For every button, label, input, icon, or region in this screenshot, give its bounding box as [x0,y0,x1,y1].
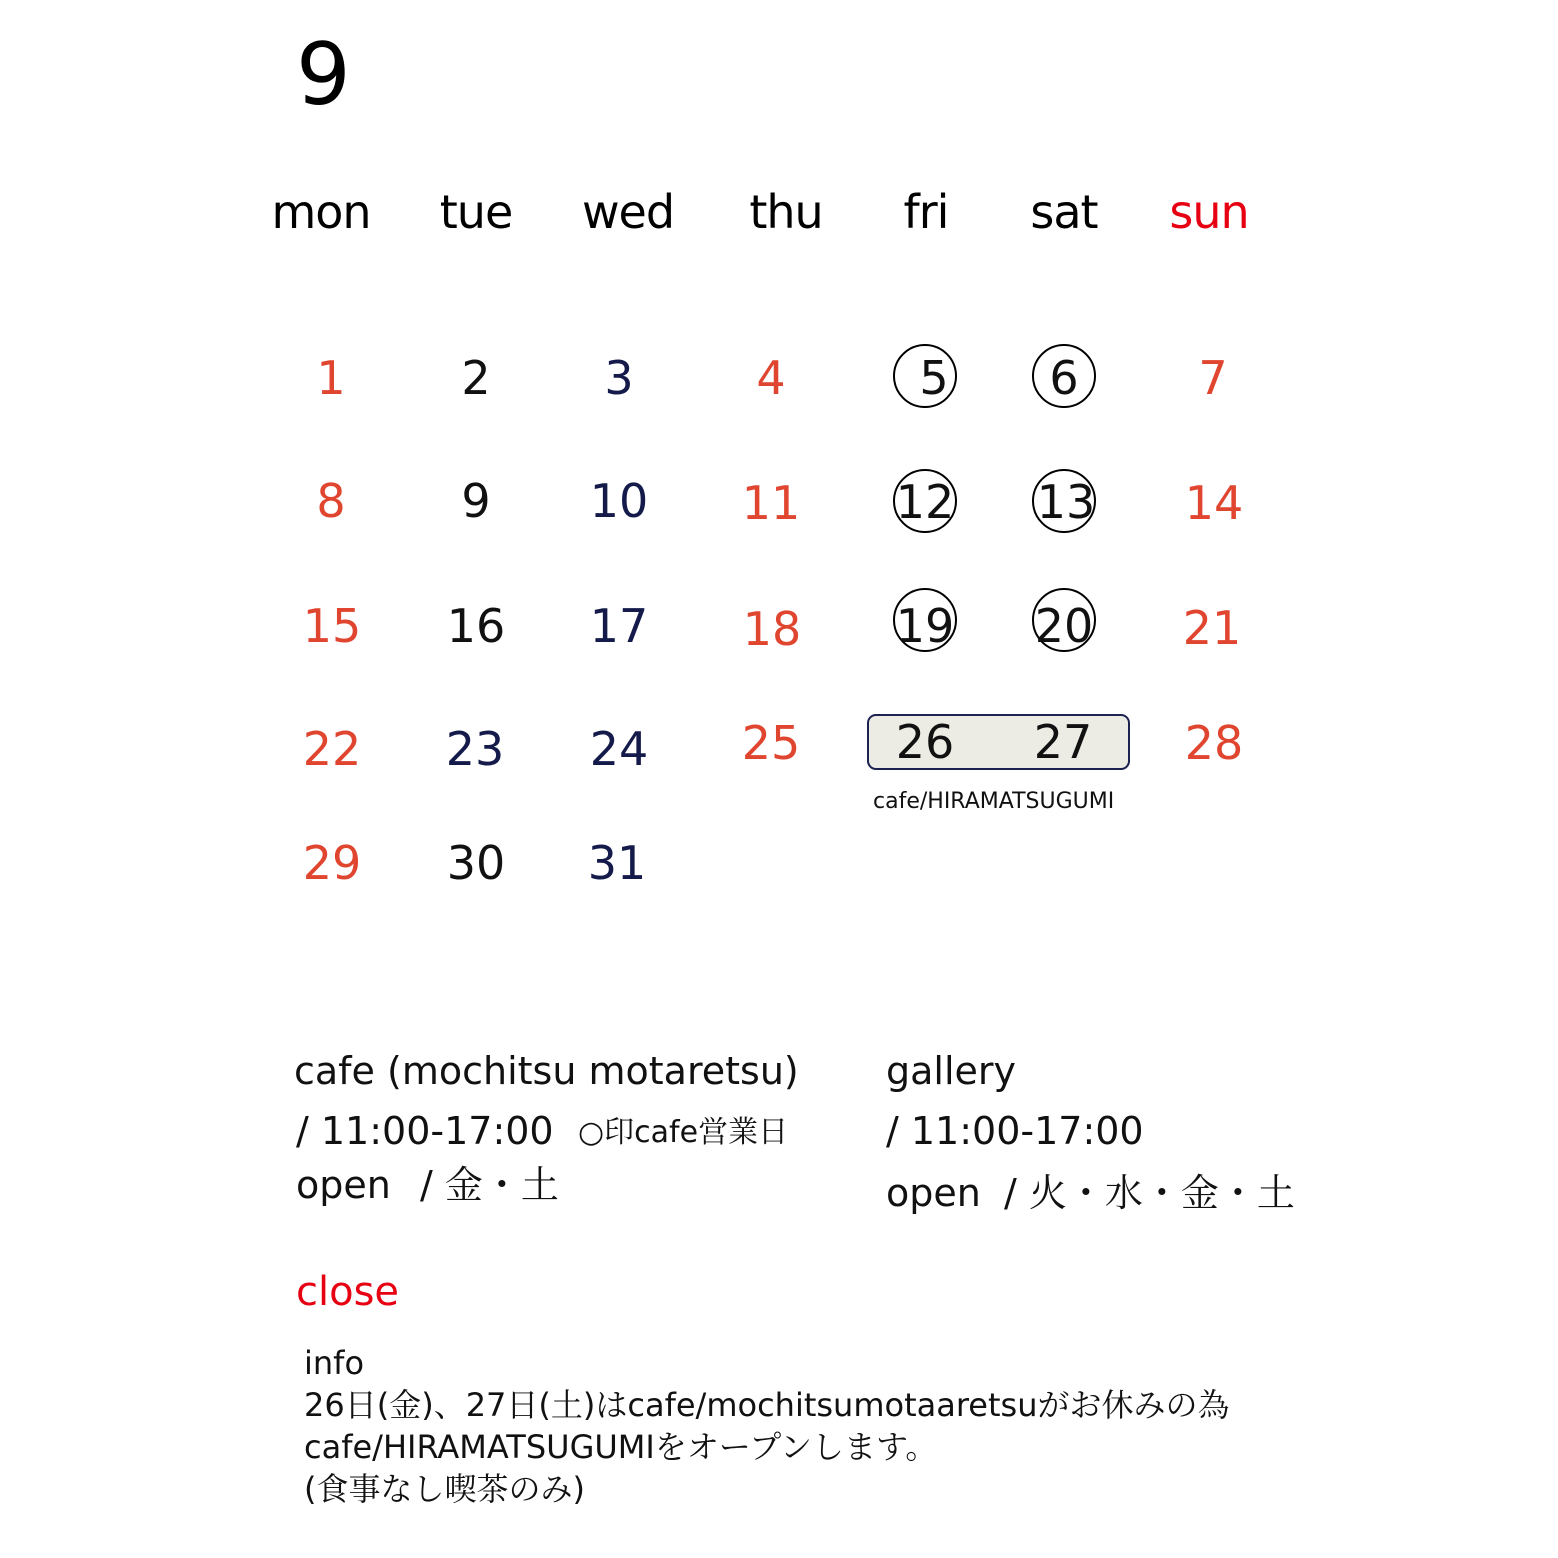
info-line: 26日(金)、27日(土)はcafe/mochitsumotaaretsuがお休みの為 [304,1386,1230,1424]
cafe-title: cafe (mochitsu motaretsu) [294,1049,799,1093]
weekday-mon: mon [271,185,371,239]
day-29: 29 [302,836,362,890]
cafe-open-label: open [296,1163,391,1207]
day-21: 21 [1182,601,1242,655]
day-11: 11 [741,476,801,530]
gallery-hours: / 11:00-17:00 [886,1109,1144,1153]
day-8: 8 [316,474,346,528]
day-24: 24 [589,722,649,776]
day-6: 6 [1049,351,1079,405]
month-number: 9 [296,25,351,125]
day-22: 22 [302,722,362,776]
day-5: 5 [919,351,949,405]
day-27: 27 [1033,715,1093,769]
weekday-sat: sat [1030,185,1098,239]
info-line: (食事なし喫茶のみ) [304,1470,585,1508]
cafe-hours: / 11:00-17:00 [296,1109,554,1153]
day-15: 15 [302,599,362,653]
day-7: 7 [1198,351,1228,405]
day-17: 17 [589,599,649,653]
close-label: close [296,1269,400,1315]
day-30: 30 [446,836,506,890]
gallery-open-days: / 火・水・金・土 [1004,1171,1295,1215]
gallery-open-label: open [886,1171,981,1215]
day-26: 26 [895,715,955,769]
day-18: 18 [742,602,802,656]
special-event-label: cafe/HIRAMATSUGUMI [873,789,1115,814]
cafe-open-days: / 金・土 [420,1163,559,1207]
day-12: 12 [895,475,955,529]
cafe-legend: ○印cafe営業日 [578,1115,789,1150]
day-28: 28 [1184,716,1244,770]
info-section [304,1342,1230,1510]
day-19: 19 [895,599,955,653]
day-10: 10 [589,474,649,528]
day-1: 1 [316,351,346,405]
info-line: cafe/HIRAMATSUGUMIをオープンします。 [304,1428,938,1466]
day-25: 25 [741,716,801,770]
weekday-tue: tue [439,185,513,239]
day-16: 16 [446,599,506,653]
weekday-thu: thu [749,185,823,239]
gallery-title: gallery [886,1049,1017,1093]
day-23: 23 [445,722,505,776]
day-4: 4 [756,351,786,405]
day-9: 9 [461,474,491,528]
day-2: 2 [461,351,491,405]
weekday-wed: wed [581,185,675,239]
day-13: 13 [1036,475,1096,529]
day-3: 3 [604,351,634,405]
day-20: 20 [1034,599,1094,653]
info-heading: info [304,1344,365,1382]
day-14: 14 [1184,476,1244,530]
weekday-fri: fri [903,185,949,239]
weekday-sun: sun [1169,185,1249,239]
day-31: 31 [587,836,647,890]
